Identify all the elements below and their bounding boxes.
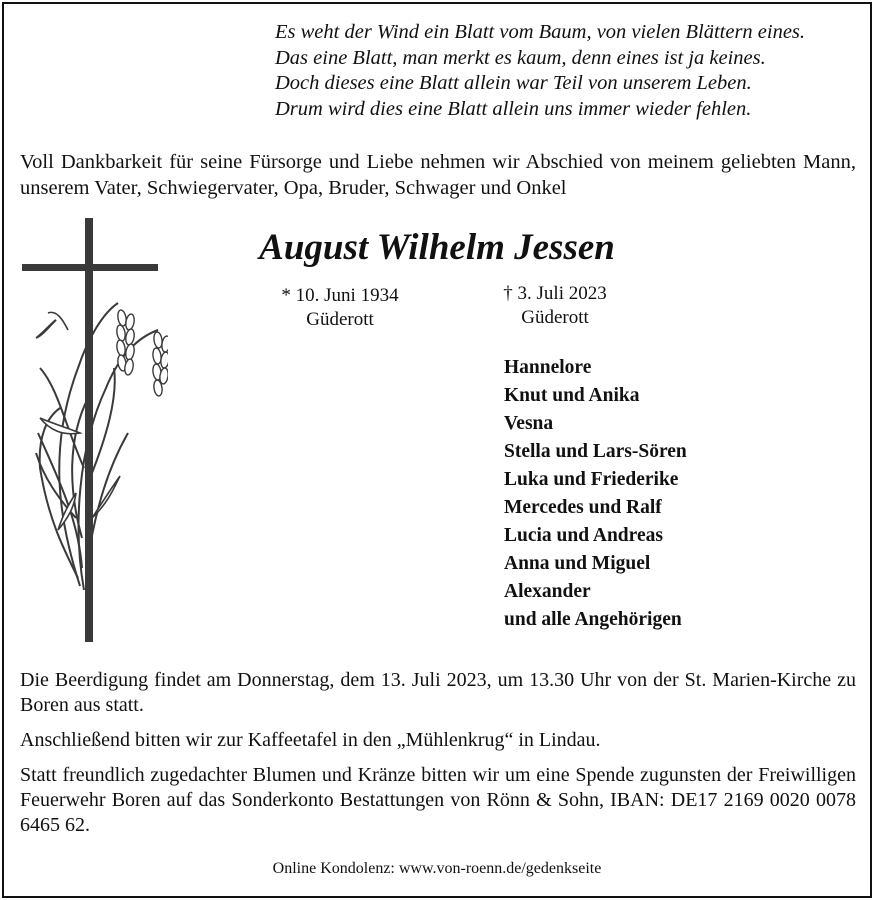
- mourner-item: Luka und Friederike: [504, 469, 679, 490]
- mourner-item: und alle Angehörigen: [504, 609, 682, 630]
- mourner-item: Vesna: [504, 413, 554, 434]
- mourner-item: Anna und Miguel: [504, 553, 651, 574]
- mourner-item: Knut und Anika: [504, 385, 640, 406]
- mourner-item: Mercedes und Ralf: [504, 497, 662, 518]
- online-condolence: Online Kondolenz: www.von-roenn.de/gedenkseite: [272, 860, 602, 877]
- intro-text: Voll Dankbarkeit für seine Fürsorge und Liebe nehmen wir Abschied von meinem geliebten Mann, unserem Vater, Schwiegervater, Opa, Bruder, Schwager und Onkel: [20, 151, 856, 199]
- mourner-item: Lucia und Andreas: [504, 525, 663, 546]
- funeral-details: [20, 668, 856, 848]
- death-place: Güderott: [521, 307, 589, 328]
- reception-paragraph: Anschließend bitten wir zur Kaffeetafel in den „Mühlenkrug“ in Lindau.: [20, 729, 601, 751]
- birth-info: [260, 284, 420, 332]
- donation-paragraph: Statt freundlich zugedachter Blumen und Kränze bitten wir um eine Spende zugunsten der Freiwilligen Feuerwehr Boren auf das Sonderkonto Bestattungen von Rönn & Sohn, IBAN: DE17 2169 0020 0078 6465 62.: [20, 764, 856, 836]
- poem: [275, 20, 805, 122]
- mourner-item: Stella und Lars-Sören: [504, 441, 687, 462]
- birth-date: * 10. Juni 1934: [281, 285, 399, 306]
- poem-line: Das eine Blatt, man merkt es kaum, denn eines ist ja keines.: [275, 46, 766, 69]
- deceased-name: August Wilhelm Jessen: [259, 227, 615, 268]
- death-info: [480, 282, 630, 330]
- poem-line: Doch dieses eine Blatt allein war Teil von unserem Leben.: [275, 72, 752, 94]
- poem-line: Drum wird dies eine Blatt allein uns immer wieder fehlen.: [275, 97, 752, 120]
- mourner-item: Hannelore: [504, 357, 592, 378]
- mourner-item: Alexander: [504, 581, 591, 602]
- poem-line: Es weht der Wind ein Blatt vom Baum, von vielen Blättern eines.: [275, 21, 806, 43]
- birth-place: Güderott: [306, 309, 374, 330]
- cross-with-wheat-icon: [18, 218, 168, 648]
- funeral-paragraph: Die Beerdigung findet am Donnerstag, dem 13. Juli 2023, um 13.30 Uhr von der St. Marien-Kirche zu Boren aus statt.: [20, 669, 856, 716]
- mourners-list: [504, 354, 687, 634]
- death-date: † 3. Juli 2023: [503, 283, 607, 304]
